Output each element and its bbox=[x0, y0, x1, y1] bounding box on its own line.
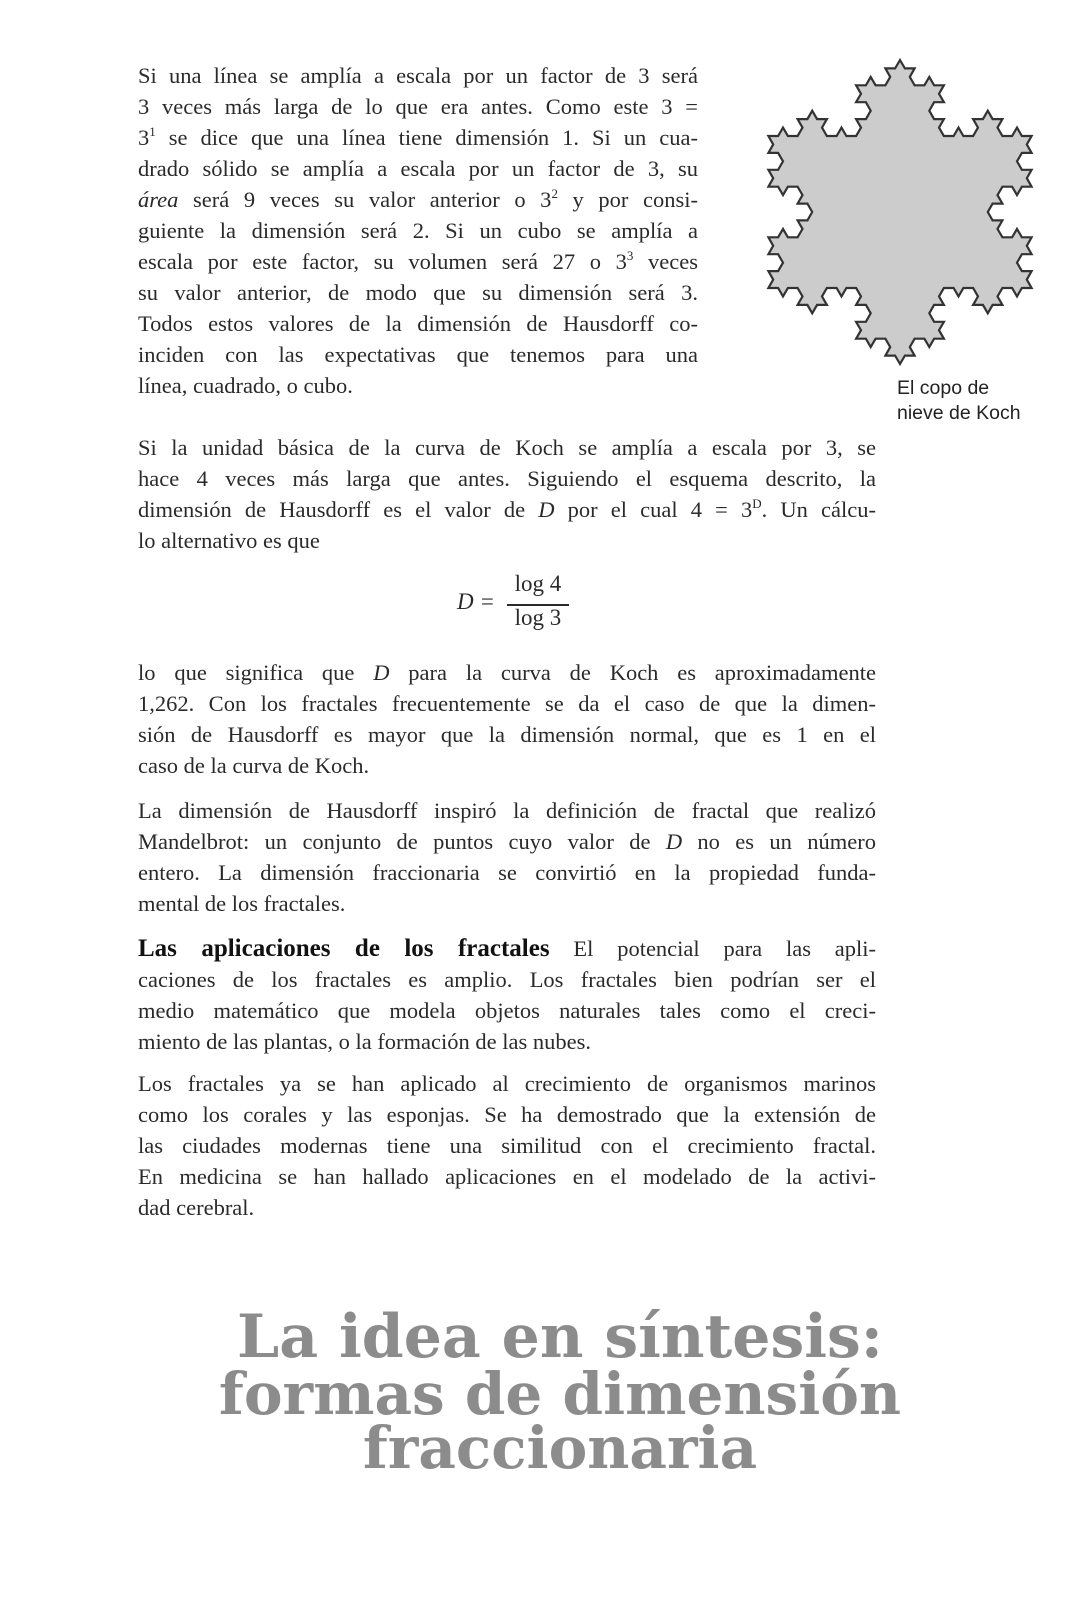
text-line: Los fractales ya se han aplicado al crecimiento de organismos marinos bbox=[138, 1071, 876, 1096]
text-line: línea, cuadrado, o cubo. bbox=[138, 373, 353, 398]
synthesis-heading-line-1: La idea en síntesis: bbox=[237, 1302, 883, 1372]
text-run: dimensión de Hausdorff es el valor de bbox=[138, 497, 539, 522]
text-run: veces bbox=[633, 249, 699, 274]
formula-denominator: log 3 bbox=[514, 605, 562, 630]
italic-text: D bbox=[373, 660, 390, 685]
synthesis-heading-line-3: fraccionaria bbox=[362, 1414, 758, 1482]
italic-text: D bbox=[538, 497, 555, 522]
text-line bbox=[138, 122, 698, 153]
text-line: inciden con las expectativas que tenemos para una bbox=[138, 342, 698, 367]
superscript: 1 bbox=[149, 123, 156, 139]
text-run: lo que significa que bbox=[138, 660, 374, 685]
superscript: 3 bbox=[626, 247, 634, 263]
text-line: En medicina se han hallado aplicaciones en el modelado de la activi- bbox=[138, 1164, 876, 1189]
text-run: será 9 veces su valor anterior o 3 bbox=[178, 187, 552, 212]
text-line: guiente la dimensión será 2. Si un cubo se amplía a bbox=[138, 218, 698, 243]
text-run: para la curva de Koch es aproximadamente bbox=[389, 660, 876, 685]
text-run: no es un número bbox=[682, 829, 876, 854]
italic-text: área bbox=[138, 187, 179, 212]
koch-snowflake-image bbox=[755, 57, 1045, 377]
text-line: las ciudades modernas tiene una similitud con el crecimiento fractal. bbox=[138, 1133, 876, 1158]
caption-line: El copo de bbox=[897, 377, 990, 399]
text-line bbox=[138, 826, 876, 857]
text-line: su valor anterior, de modo que su dimensión será 3. bbox=[138, 280, 698, 305]
superscript: 2 bbox=[551, 185, 558, 201]
caption-line: nieve de Koch bbox=[897, 402, 1021, 424]
hausdorff-formula bbox=[457, 571, 617, 641]
text-run: El potencial para las apli- bbox=[573, 936, 877, 961]
superscript: D bbox=[752, 495, 762, 511]
paragraph-koch-value bbox=[138, 657, 876, 781]
text-line bbox=[138, 933, 876, 964]
text-line: 3 veces más larga de lo que era antes. Como este 3 = bbox=[138, 94, 698, 119]
text-run: se dice que una línea tiene dimensión 1. Si un cua- bbox=[155, 125, 698, 150]
italic-text: D bbox=[665, 829, 683, 854]
text-line: miento de las plantas, o la formación de las nubes. bbox=[138, 1029, 591, 1054]
text-run: 3 bbox=[138, 125, 150, 150]
text-line bbox=[138, 494, 876, 525]
text-line: medio matemático que modela objetos naturales tales como el creci- bbox=[138, 998, 876, 1023]
synthesis-heading-line-2: formas de dimensión bbox=[218, 1360, 902, 1428]
text-line: Si una línea se amplía a escala por un factor de 3 será bbox=[138, 63, 698, 88]
text-line: hace 4 veces más larga que antes. Siguiendo el esquema descrito, la bbox=[138, 466, 876, 491]
text-line bbox=[138, 657, 876, 688]
paragraph-mandelbrot-definition bbox=[138, 795, 876, 919]
formula-lhs: D = bbox=[457, 589, 495, 614]
text-run: y por consi- bbox=[557, 187, 698, 212]
text-line: entero. La dimensión fraccionaria se convirtió en la propiedad funda- bbox=[138, 860, 876, 885]
koch-snowflake-shape bbox=[768, 60, 1031, 364]
text-run: . Un cálcu- bbox=[761, 497, 877, 522]
heading-gap bbox=[550, 936, 574, 961]
text-line: sión de Hausdorff es mayor que la dimensión normal, que es 1 en el bbox=[138, 722, 876, 747]
paragraph-applied-examples bbox=[138, 1068, 876, 1223]
figure-caption bbox=[897, 376, 1021, 426]
text-line: La dimensión de Hausdorff inspiró la definición de fractal que realizó bbox=[138, 798, 876, 823]
paragraph-koch-dimension bbox=[138, 432, 876, 556]
text-line bbox=[138, 246, 698, 277]
paragraph-dimension-scaling bbox=[138, 60, 698, 401]
text-line: caciones de los fractales es amplio. Los fractales bien podrían ser el bbox=[138, 967, 876, 992]
text-line: como los corales y las esponjas. Se ha demostrado que la extensión de bbox=[138, 1102, 876, 1127]
text-line: mental de los fractales. bbox=[138, 891, 346, 916]
paragraph-applications bbox=[138, 933, 876, 1057]
text-run: por el cual 4 = 3 bbox=[554, 497, 753, 522]
text-run: escala por este factor, su volumen será 27 o 3 bbox=[138, 249, 627, 274]
text-run: Mandelbrot: un conjunto de puntos cuyo valor de bbox=[138, 829, 666, 854]
text-line: lo alternativo es que bbox=[138, 528, 320, 553]
text-line bbox=[138, 184, 698, 215]
text-line: Todos estos valores de la dimensión de Hausdorff co- bbox=[138, 311, 698, 336]
text-line: Si la unidad básica de la curva de Koch se amplía a escala por 3, se bbox=[138, 435, 876, 460]
text-line: 1,262. Con los fractales frecuentemente se da el caso de que la dimen- bbox=[138, 691, 876, 716]
text-line: caso de la curva de Koch. bbox=[138, 753, 370, 778]
text-line: drado sólido se amplía a escala por un factor de 3, su bbox=[138, 156, 698, 181]
section-heading: Las aplicaciones de los fractales bbox=[138, 935, 550, 962]
formula-numerator: log 4 bbox=[514, 571, 562, 596]
text-line: dad cerebral. bbox=[138, 1195, 255, 1220]
